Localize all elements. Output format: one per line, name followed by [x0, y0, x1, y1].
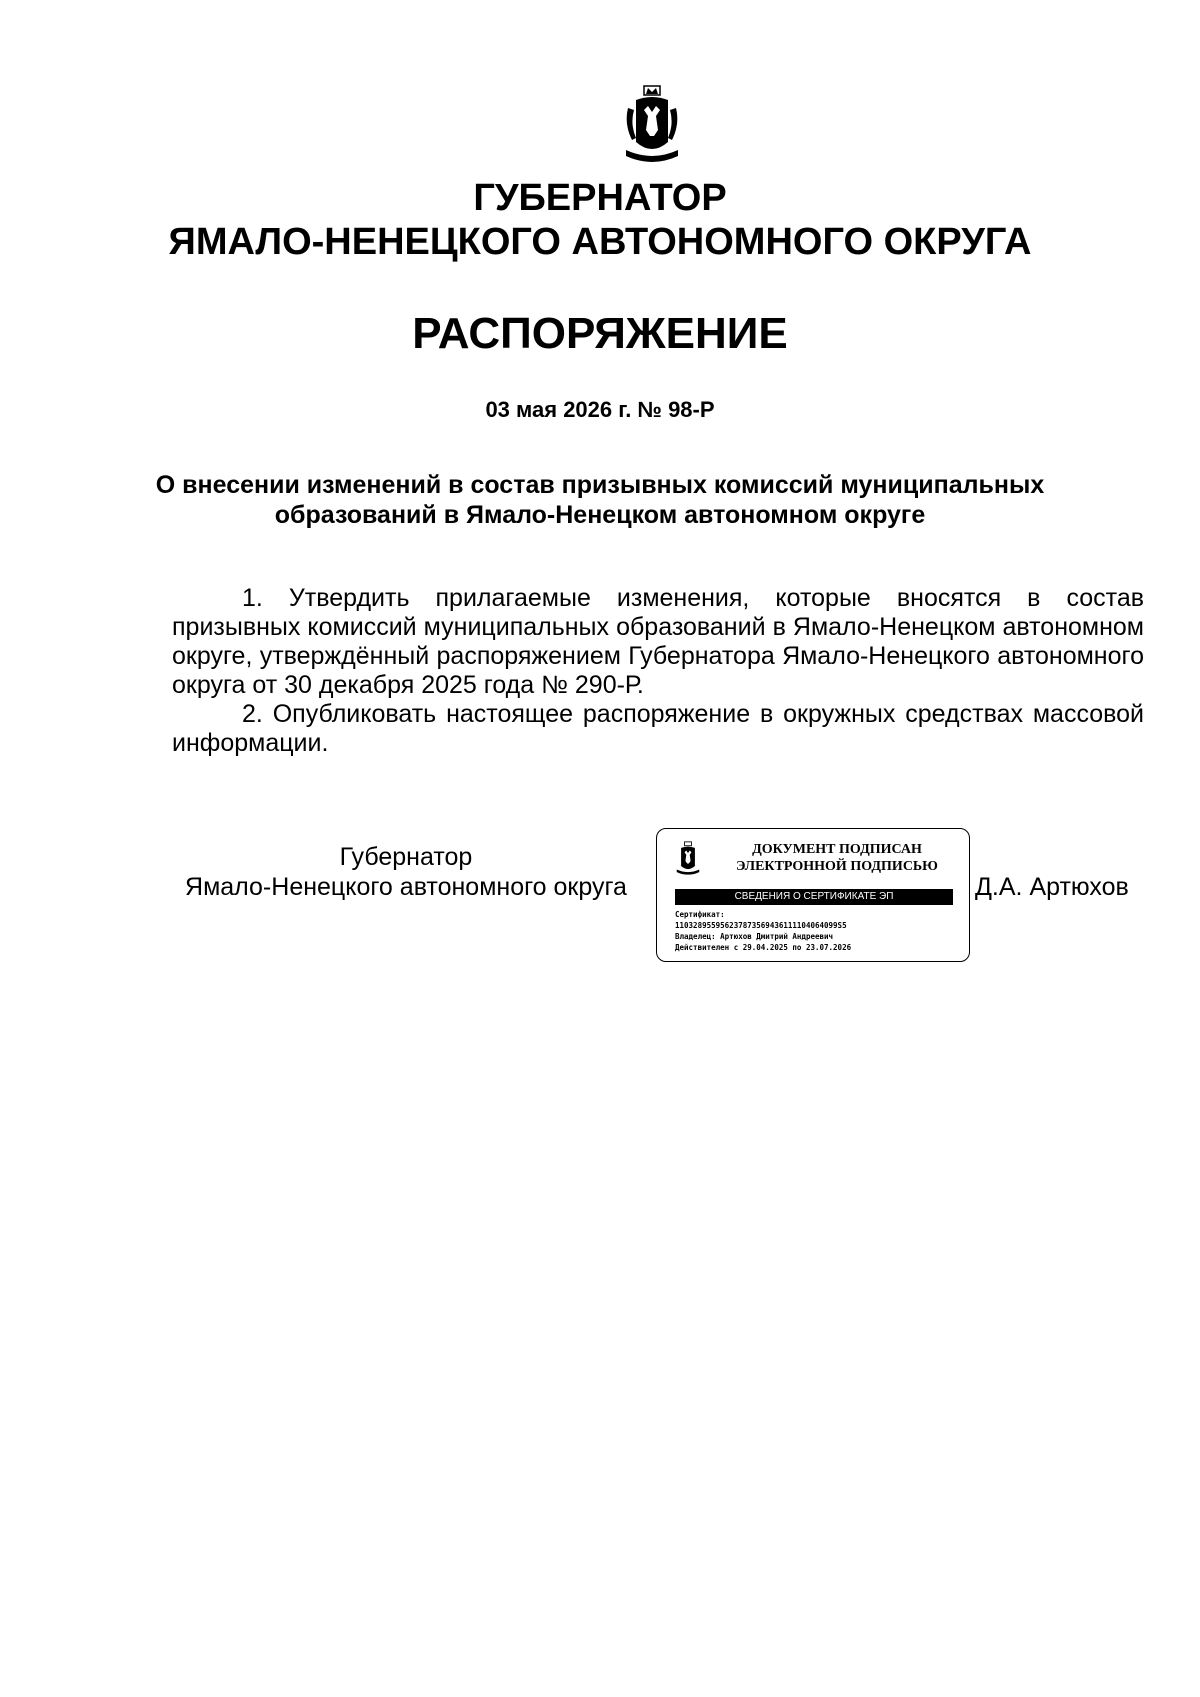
electronic-signature-stamp: [656, 828, 970, 962]
signatory-title: [172, 842, 640, 902]
body-paragraph-2: 2. Опубликовать настоящее распоряжение в окружных средствах массовой информации.: [172, 700, 1144, 757]
certificate-info-bar: СВЕДЕНИЯ О СЕРТИФИКАТЕ ЭП: [675, 889, 953, 905]
certificate-number: 110328955956237873569436111104064099S5: [675, 921, 847, 930]
stamp-heading-line2: ЭЛЕКТРОННОЙ ПОДПИСЬЮ: [736, 859, 938, 874]
subject-line2: образований в Ямало-Ненецком автономном округе: [274, 501, 926, 529]
certificate-details: [675, 909, 965, 953]
body-paragraph-1: 1. Утвердить прилагаемые изменения, которые вносятся в состав призывных комиссий муниципальных образований в Ямало-Ненецком автономном округе, утверждённый распоряжением Губернатора Ямало-Ненецкого автономного округа от 30 декабря 2025 года № 290-Р.: [172, 584, 1144, 699]
document-body: [172, 584, 1144, 758]
signatory-name: Д.А. Артюхов: [975, 873, 1129, 901]
stamp-heading: [713, 841, 961, 875]
stamp-heading-line1: ДОКУМЕНТ ПОДПИСАН: [752, 842, 922, 857]
issuer-title-line2: ЯМАЛО-НЕНЕЦКОГО АВТОНОМНОГО ОКРУГА: [168, 221, 1032, 263]
certificate-label: Сертификат:: [675, 910, 725, 919]
coat-of-arms-icon: [622, 84, 682, 172]
signatory-title-line1: Губернатор: [339, 843, 473, 871]
subject-line1: О внесении изменений в состав призывных комиссий муниципальных: [155, 471, 1045, 499]
document-subject: [150, 470, 1050, 530]
signatory-title-line2: Ямало-Ненецкого автономного округа: [185, 873, 627, 901]
certificate-owner: Владелец: Артюхов Дмитрий Андреевич: [675, 932, 834, 941]
issuer-title: [150, 176, 1050, 264]
issuer-title-line1: ГУБЕРНАТОР: [473, 177, 727, 219]
document-date-number: 03 мая 2026 г. № 98-Р: [485, 397, 715, 422]
document-type: РАСПОРЯЖЕНИЕ: [412, 309, 788, 358]
certificate-validity: Действителен с 29.04.2025 по 23.07.2026: [675, 943, 852, 952]
stamp-coat-of-arms-icon: [675, 841, 701, 879]
